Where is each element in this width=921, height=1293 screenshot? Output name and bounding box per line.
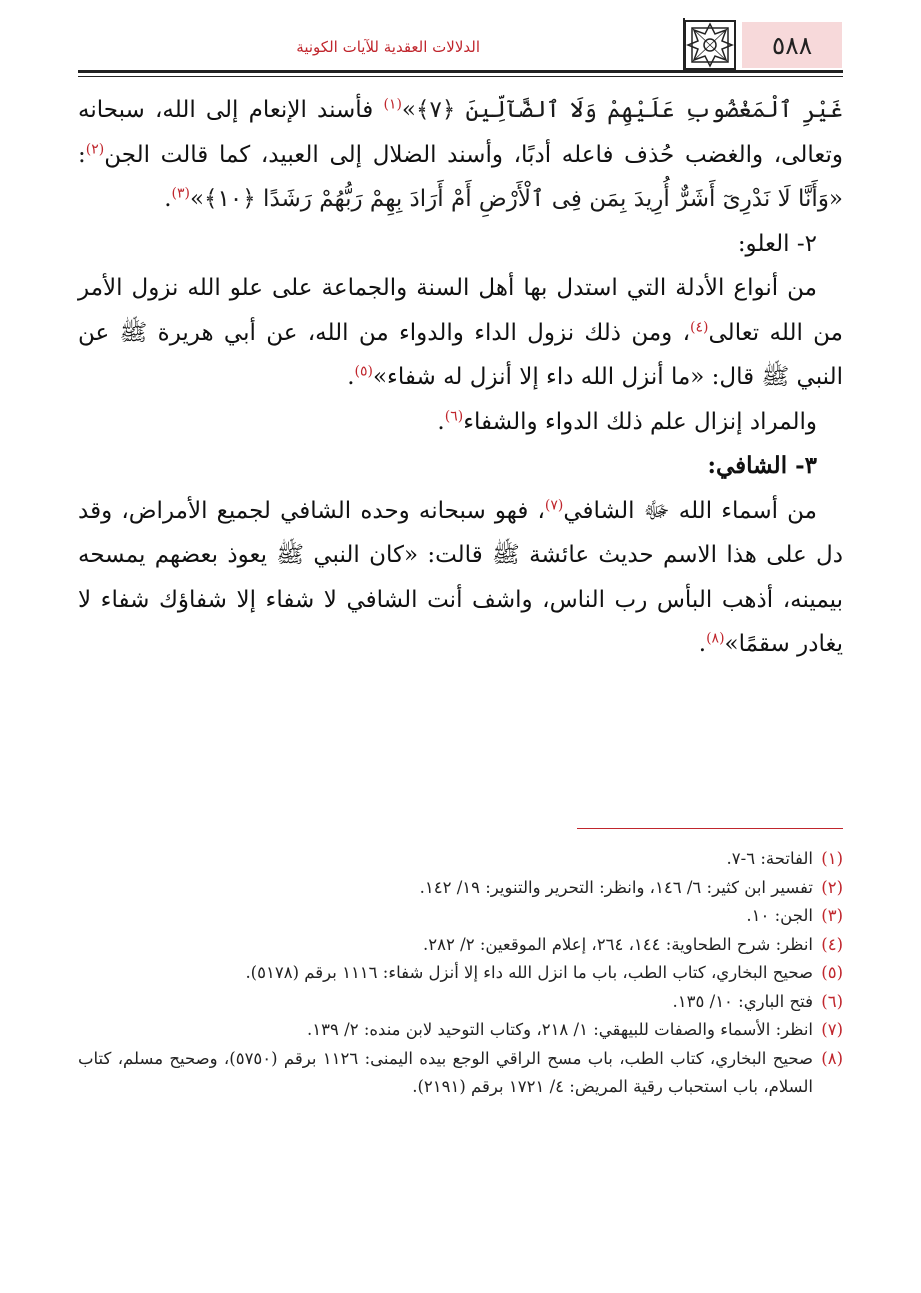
- footnote-number: (٧): [821, 1020, 843, 1039]
- header-rule-thick: [78, 70, 843, 73]
- footnote: [78, 902, 843, 931]
- paragraph-text: .: [698, 631, 707, 657]
- footnote-ref-4[interactable]: (٤): [690, 318, 709, 335]
- footnote-text: انظر: الأسماء والصفات للبيهقي: ١/ ٢١٨، وكتاب التوحيد لابن منده: ٢/ ١٣٩.: [307, 1020, 813, 1039]
- header-rule-thin: [78, 76, 843, 77]
- footnote: [78, 959, 843, 988]
- main-text: [78, 88, 843, 667]
- footnote-ref-7[interactable]: (٧): [544, 496, 564, 513]
- footnote: [78, 874, 843, 903]
- page-number: [742, 22, 842, 68]
- footnote-text: انظر: شرح الطحاوية: ١٤٤، ٢٦٤، إعلام الموقعين: ٢/ ٢٨٢.: [423, 934, 813, 954]
- quran-verse: غَيْرِ ٱلْمَغْضُوبِ عَلَيْهِمْ وَلَا ٱلضَّآلِّينَ ﴿٧﴾»: [401, 97, 844, 123]
- footnote-text: الجن: ١٠.: [746, 906, 813, 925]
- footnote-ref-1[interactable]: (١): [383, 96, 402, 113]
- footnote-text: صحيح البخاري، كتاب الطب، باب مسح الراقي الوجع بيده اليمنى: ١١٢٦ برقم (٥٧٥٠)، وصحيح مسلم، كتاب السلام، باب استحباب رقية المريض: ٤/ ١٧٢١ برقم (٢١٩١).: [78, 1048, 813, 1096]
- islamic-star-ornament-icon: [684, 20, 736, 70]
- paragraph-text: من أنواع الأدلة التي استدل بها أهل السنة والجماعة على علو الله نزول الأمر من الله تعالى: [78, 275, 844, 346]
- footnote-ref-6[interactable]: (٦): [444, 407, 464, 424]
- footnote-separator: [577, 828, 843, 829]
- paragraph-3: [78, 400, 843, 445]
- paragraph-text: .: [164, 186, 172, 212]
- footnote: [78, 1016, 843, 1045]
- footnote-text: صحيح البخاري، كتاب الطب، باب ما انزل الله داء إلا أنزل شفاء: ١١١٦ برقم (٥١٧٨).: [245, 963, 813, 982]
- quran-verse: : «وَأَنَّا لَا نَدْرِىٓ أَشَرٌّ أُرِيدَ بِمَن فِى ٱلْأَرْضِ أَمْ أَرَادَ بِهِمْ رَبُّهُمْ رَشَدًا ﴿١٠﴾»: [78, 141, 843, 212]
- footnote-ref-5[interactable]: (٥): [354, 363, 373, 380]
- paragraph-text: من أسماء الله ﷻ الشافي: [563, 497, 817, 524]
- footnote-text: تفسير ابن كثير: ٦/ ١٤٦، وانظر: التحرير والتنوير: ١٩/ ١٤٢.: [419, 877, 813, 897]
- paragraph-text: .: [347, 364, 355, 390]
- footnote-number: (٢): [821, 877, 843, 897]
- section-heading-2: ٢- العلو:: [737, 230, 817, 257]
- footnote-text: فتح الباري: ١٠/ ١٣٥.: [672, 991, 813, 1011]
- footnote-number: (٥): [821, 963, 843, 982]
- footnote-ref-3[interactable]: (٣): [171, 185, 190, 202]
- page-header: [0, 0, 921, 80]
- footnote: [78, 1045, 843, 1102]
- paragraph-4: [78, 489, 843, 667]
- footnote-ref-8[interactable]: (٨): [706, 630, 725, 647]
- running-title: [80, 38, 480, 56]
- paragraph-text: ، فهو سبحانه وحده الشافي لجميع الأمراض، وقد دل على هذا الاسم حديث عائشة ﷺ قالت: «كان النبي ﷺ يعوذ بعضهم يمسحه بيمينه، أذهب البأس رب الناس، واشف أنت الشافي لا شفاء إلا شفاؤك شفاء لا يغادر سقمًا»: [78, 497, 843, 657]
- paragraph-text: ، ومن ذلك نزول الداء والدواء من الله، عن أبي هريرة ﷺ عن النبي ﷺ قال: «ما أنزل الله داء إلا أنزل له شفاء»: [78, 319, 843, 390]
- footnote-number: (٣): [821, 906, 843, 925]
- paragraph-1: [78, 88, 843, 222]
- paragraph-2: [78, 266, 843, 400]
- running-title-text: الدلالات العقدية للآيات الكونية: [296, 38, 480, 56]
- footnote-ref-2[interactable]: (٢): [85, 140, 105, 157]
- section-heading-3: ٣- الشافي:: [707, 452, 817, 479]
- footnote: [78, 931, 843, 960]
- footnote-number: (٦): [821, 991, 843, 1011]
- footnote-text: الفاتحة: ٦-٧.: [726, 849, 813, 868]
- page-number-text: ٥٨٨: [771, 30, 813, 60]
- footnote-number: (٤): [821, 934, 843, 954]
- paragraph-text: .: [437, 408, 445, 435]
- footnote: [78, 845, 843, 874]
- footnotes: [78, 845, 843, 1102]
- paragraph-text: والمراد إنزال علم ذلك الدواء والشفاء: [463, 408, 817, 435]
- paragraph-text: فأسند الإنعام إلى الله، سبحانه وتعالى، والغضب حُذف فاعله أدبًا، وأسند الضلال إلى العبيد، كما قالت الجن: [78, 97, 843, 168]
- footnote-number: (٨): [821, 1048, 843, 1068]
- footnote: [78, 988, 843, 1017]
- footnote-number: (١): [821, 849, 843, 868]
